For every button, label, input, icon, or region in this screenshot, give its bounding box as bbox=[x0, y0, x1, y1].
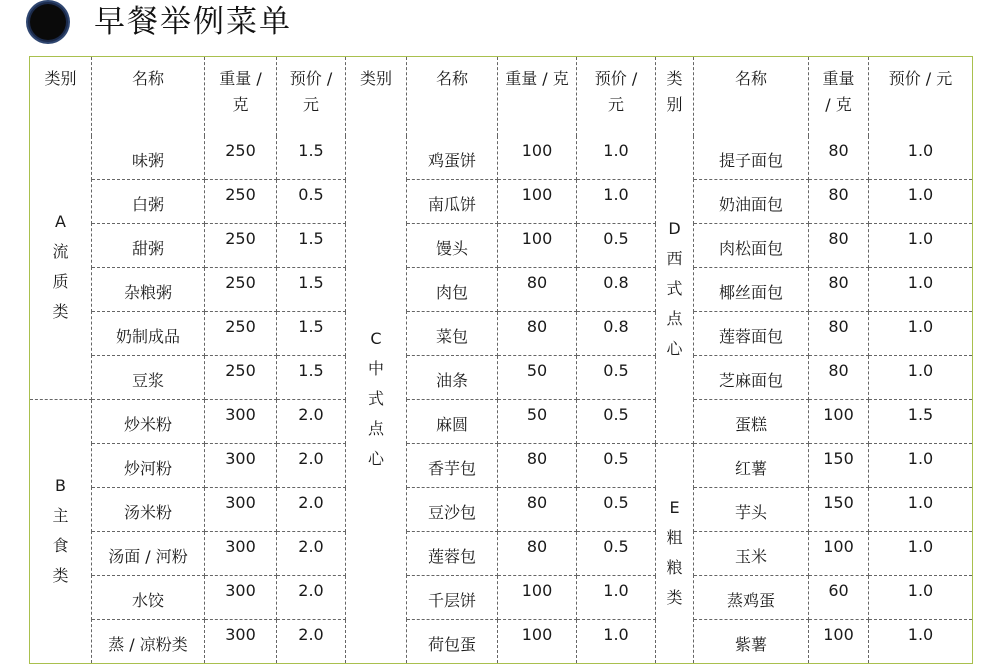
item-weight: 50 bbox=[498, 399, 577, 443]
item-weight: 100 bbox=[809, 619, 869, 663]
header-row bbox=[30, 57, 973, 136]
category-cell-b bbox=[30, 399, 92, 663]
item-weight: 100 bbox=[809, 531, 869, 575]
table-row bbox=[30, 487, 973, 531]
item-weight: 150 bbox=[809, 443, 869, 487]
item-name: 油条 bbox=[407, 355, 498, 399]
table-row bbox=[30, 443, 973, 487]
item-name: 荷包蛋 bbox=[407, 619, 498, 663]
category-label: E粗粮类 bbox=[666, 498, 683, 607]
item-price: 1.0 bbox=[869, 223, 973, 267]
item-name: 蛋糕 bbox=[694, 399, 809, 443]
table-row bbox=[30, 619, 973, 663]
item-name: 豆浆 bbox=[92, 355, 205, 399]
table-row bbox=[30, 267, 973, 311]
item-weight: 100 bbox=[498, 619, 577, 663]
item-name: 味粥 bbox=[92, 136, 205, 180]
item-name: 提子面包 bbox=[694, 136, 809, 180]
item-price: 0.5 bbox=[577, 443, 656, 487]
header-category: 类别 bbox=[30, 57, 92, 136]
item-name: 芋头 bbox=[694, 487, 809, 531]
item-price: 2.0 bbox=[277, 575, 346, 619]
item-weight: 80 bbox=[498, 267, 577, 311]
item-weight: 300 bbox=[205, 443, 277, 487]
item-name: 杂粮粥 bbox=[92, 267, 205, 311]
item-price: 1.5 bbox=[277, 223, 346, 267]
category-cell-d bbox=[656, 136, 694, 444]
item-price: 1.0 bbox=[869, 311, 973, 355]
item-name: 千层饼 bbox=[407, 575, 498, 619]
item-price: 1.0 bbox=[869, 179, 973, 223]
item-price: 2.0 bbox=[277, 531, 346, 575]
item-price: 0.8 bbox=[577, 267, 656, 311]
item-name: 奶油面包 bbox=[694, 179, 809, 223]
item-name: 紫薯 bbox=[694, 619, 809, 663]
category-cell-a bbox=[30, 136, 92, 400]
header-weight: 重量 / 克 bbox=[498, 57, 577, 136]
item-price: 0.5 bbox=[577, 355, 656, 399]
item-weight: 250 bbox=[205, 267, 277, 311]
item-price: 1.0 bbox=[577, 136, 656, 180]
item-price: 1.0 bbox=[577, 575, 656, 619]
item-name: 莲蓉包 bbox=[407, 531, 498, 575]
item-weight: 80 bbox=[809, 311, 869, 355]
item-price: 1.0 bbox=[869, 136, 973, 180]
item-price: 1.0 bbox=[577, 619, 656, 663]
item-name: 肉松面包 bbox=[694, 223, 809, 267]
item-name: 蒸鸡蛋 bbox=[694, 575, 809, 619]
item-name: 炒河粉 bbox=[92, 443, 205, 487]
item-price: 0.5 bbox=[277, 179, 346, 223]
table-row bbox=[30, 136, 973, 180]
table-row bbox=[30, 531, 973, 575]
table-row bbox=[30, 311, 973, 355]
table-row bbox=[30, 179, 973, 223]
item-name: 豆沙包 bbox=[407, 487, 498, 531]
item-weight: 300 bbox=[205, 619, 277, 663]
item-price: 0.5 bbox=[577, 399, 656, 443]
item-weight: 80 bbox=[809, 267, 869, 311]
item-weight: 80 bbox=[498, 311, 577, 355]
header-price: 预价 / 元 bbox=[277, 57, 346, 136]
item-name: 奶制成品 bbox=[92, 311, 205, 355]
item-price: 1.0 bbox=[869, 487, 973, 531]
item-weight: 80 bbox=[809, 355, 869, 399]
item-name: 馒头 bbox=[407, 223, 498, 267]
item-weight: 60 bbox=[809, 575, 869, 619]
item-name: 菜包 bbox=[407, 311, 498, 355]
category-label: D西式点心 bbox=[666, 219, 683, 358]
item-name: 香芋包 bbox=[407, 443, 498, 487]
category-label: C中式点心 bbox=[367, 329, 384, 468]
page-title: 早餐举例菜单 bbox=[94, 4, 292, 40]
item-name: 炒米粉 bbox=[92, 399, 205, 443]
category-cell-c bbox=[346, 136, 407, 664]
item-weight: 300 bbox=[205, 487, 277, 531]
item-weight: 250 bbox=[205, 355, 277, 399]
item-price: 1.0 bbox=[869, 355, 973, 399]
item-weight: 100 bbox=[809, 399, 869, 443]
category-label: A流质类 bbox=[52, 212, 69, 321]
header-category: 类别 bbox=[346, 57, 407, 136]
item-weight: 100 bbox=[498, 223, 577, 267]
item-weight: 250 bbox=[205, 223, 277, 267]
item-name: 汤米粉 bbox=[92, 487, 205, 531]
item-price: 1.0 bbox=[907, 624, 934, 644]
item-price: 1.5 bbox=[869, 399, 973, 443]
header-price: 预价 / 元 bbox=[888, 69, 953, 88]
item-name: 莲蓉面包 bbox=[694, 311, 809, 355]
table-row bbox=[30, 355, 973, 399]
item-price: 1.0 bbox=[577, 179, 656, 223]
header-weight: 重量 / 克 bbox=[809, 57, 869, 136]
item-weight: 300 bbox=[205, 531, 277, 575]
item-weight: 50 bbox=[498, 355, 577, 399]
item-name: 鸡蛋饼 bbox=[407, 136, 498, 180]
title-bullet-icon bbox=[30, 4, 66, 40]
item-price: 1.0 bbox=[869, 575, 973, 619]
item-name: 白粥 bbox=[92, 179, 205, 223]
item-price: 2.0 bbox=[277, 619, 346, 663]
item-weight: 80 bbox=[809, 136, 869, 180]
item-price: 1.0 bbox=[869, 531, 973, 575]
item-weight: 250 bbox=[205, 136, 277, 180]
table-row bbox=[30, 399, 973, 443]
item-weight: 300 bbox=[205, 575, 277, 619]
item-name: 水饺 bbox=[92, 575, 205, 619]
item-name: 玉米 bbox=[694, 531, 809, 575]
item-name: 甜粥 bbox=[92, 223, 205, 267]
header-category: 类别 bbox=[656, 57, 694, 136]
item-price: 0.5 bbox=[577, 223, 656, 267]
item-name: 蒸 / 凉粉类 bbox=[92, 619, 205, 663]
item-price: 1.5 bbox=[277, 267, 346, 311]
item-weight: 80 bbox=[809, 223, 869, 267]
item-weight: 250 bbox=[205, 311, 277, 355]
item-name: 芝麻面包 bbox=[694, 355, 809, 399]
header-name: 名称 bbox=[92, 57, 205, 136]
item-price: 0.8 bbox=[577, 311, 656, 355]
item-price: 1.5 bbox=[277, 136, 346, 180]
item-price: 1.0 bbox=[869, 267, 973, 311]
item-price: 1.5 bbox=[277, 355, 346, 399]
header-price: 预价 / 元 bbox=[577, 57, 656, 136]
header-name: 名称 bbox=[407, 57, 498, 136]
header-name: 名称 bbox=[694, 57, 809, 136]
item-name: 南瓜饼 bbox=[407, 179, 498, 223]
item-name: 肉包 bbox=[407, 267, 498, 311]
item-price: 0.5 bbox=[577, 487, 656, 531]
header-weight: 重量 / 克 bbox=[205, 57, 277, 136]
item-weight: 250 bbox=[205, 179, 277, 223]
item-weight: 80 bbox=[498, 443, 577, 487]
item-weight: 100 bbox=[498, 136, 577, 180]
item-weight: 150 bbox=[809, 487, 869, 531]
item-weight: 300 bbox=[205, 399, 277, 443]
item-price: 1.0 bbox=[869, 443, 973, 487]
item-name: 红薯 bbox=[694, 443, 809, 487]
item-price: 2.0 bbox=[277, 487, 346, 531]
item-weight: 100 bbox=[498, 179, 577, 223]
item-price: 0.5 bbox=[577, 531, 656, 575]
item-price: 2.0 bbox=[277, 399, 346, 443]
table-row bbox=[30, 575, 973, 619]
table-row bbox=[30, 223, 973, 267]
item-weight: 80 bbox=[498, 487, 577, 531]
item-weight: 80 bbox=[498, 531, 577, 575]
item-weight: 80 bbox=[809, 179, 869, 223]
item-name: 汤面 / 河粉 bbox=[92, 531, 205, 575]
item-price: 2.0 bbox=[277, 443, 346, 487]
item-price: 1.5 bbox=[277, 311, 346, 355]
category-label: B主食类 bbox=[52, 476, 69, 585]
item-name: 椰丝面包 bbox=[694, 267, 809, 311]
item-weight: 100 bbox=[498, 575, 577, 619]
item-name: 麻圆 bbox=[407, 399, 498, 443]
category-cell-e bbox=[656, 443, 694, 663]
breakfast-menu-table bbox=[29, 56, 973, 664]
